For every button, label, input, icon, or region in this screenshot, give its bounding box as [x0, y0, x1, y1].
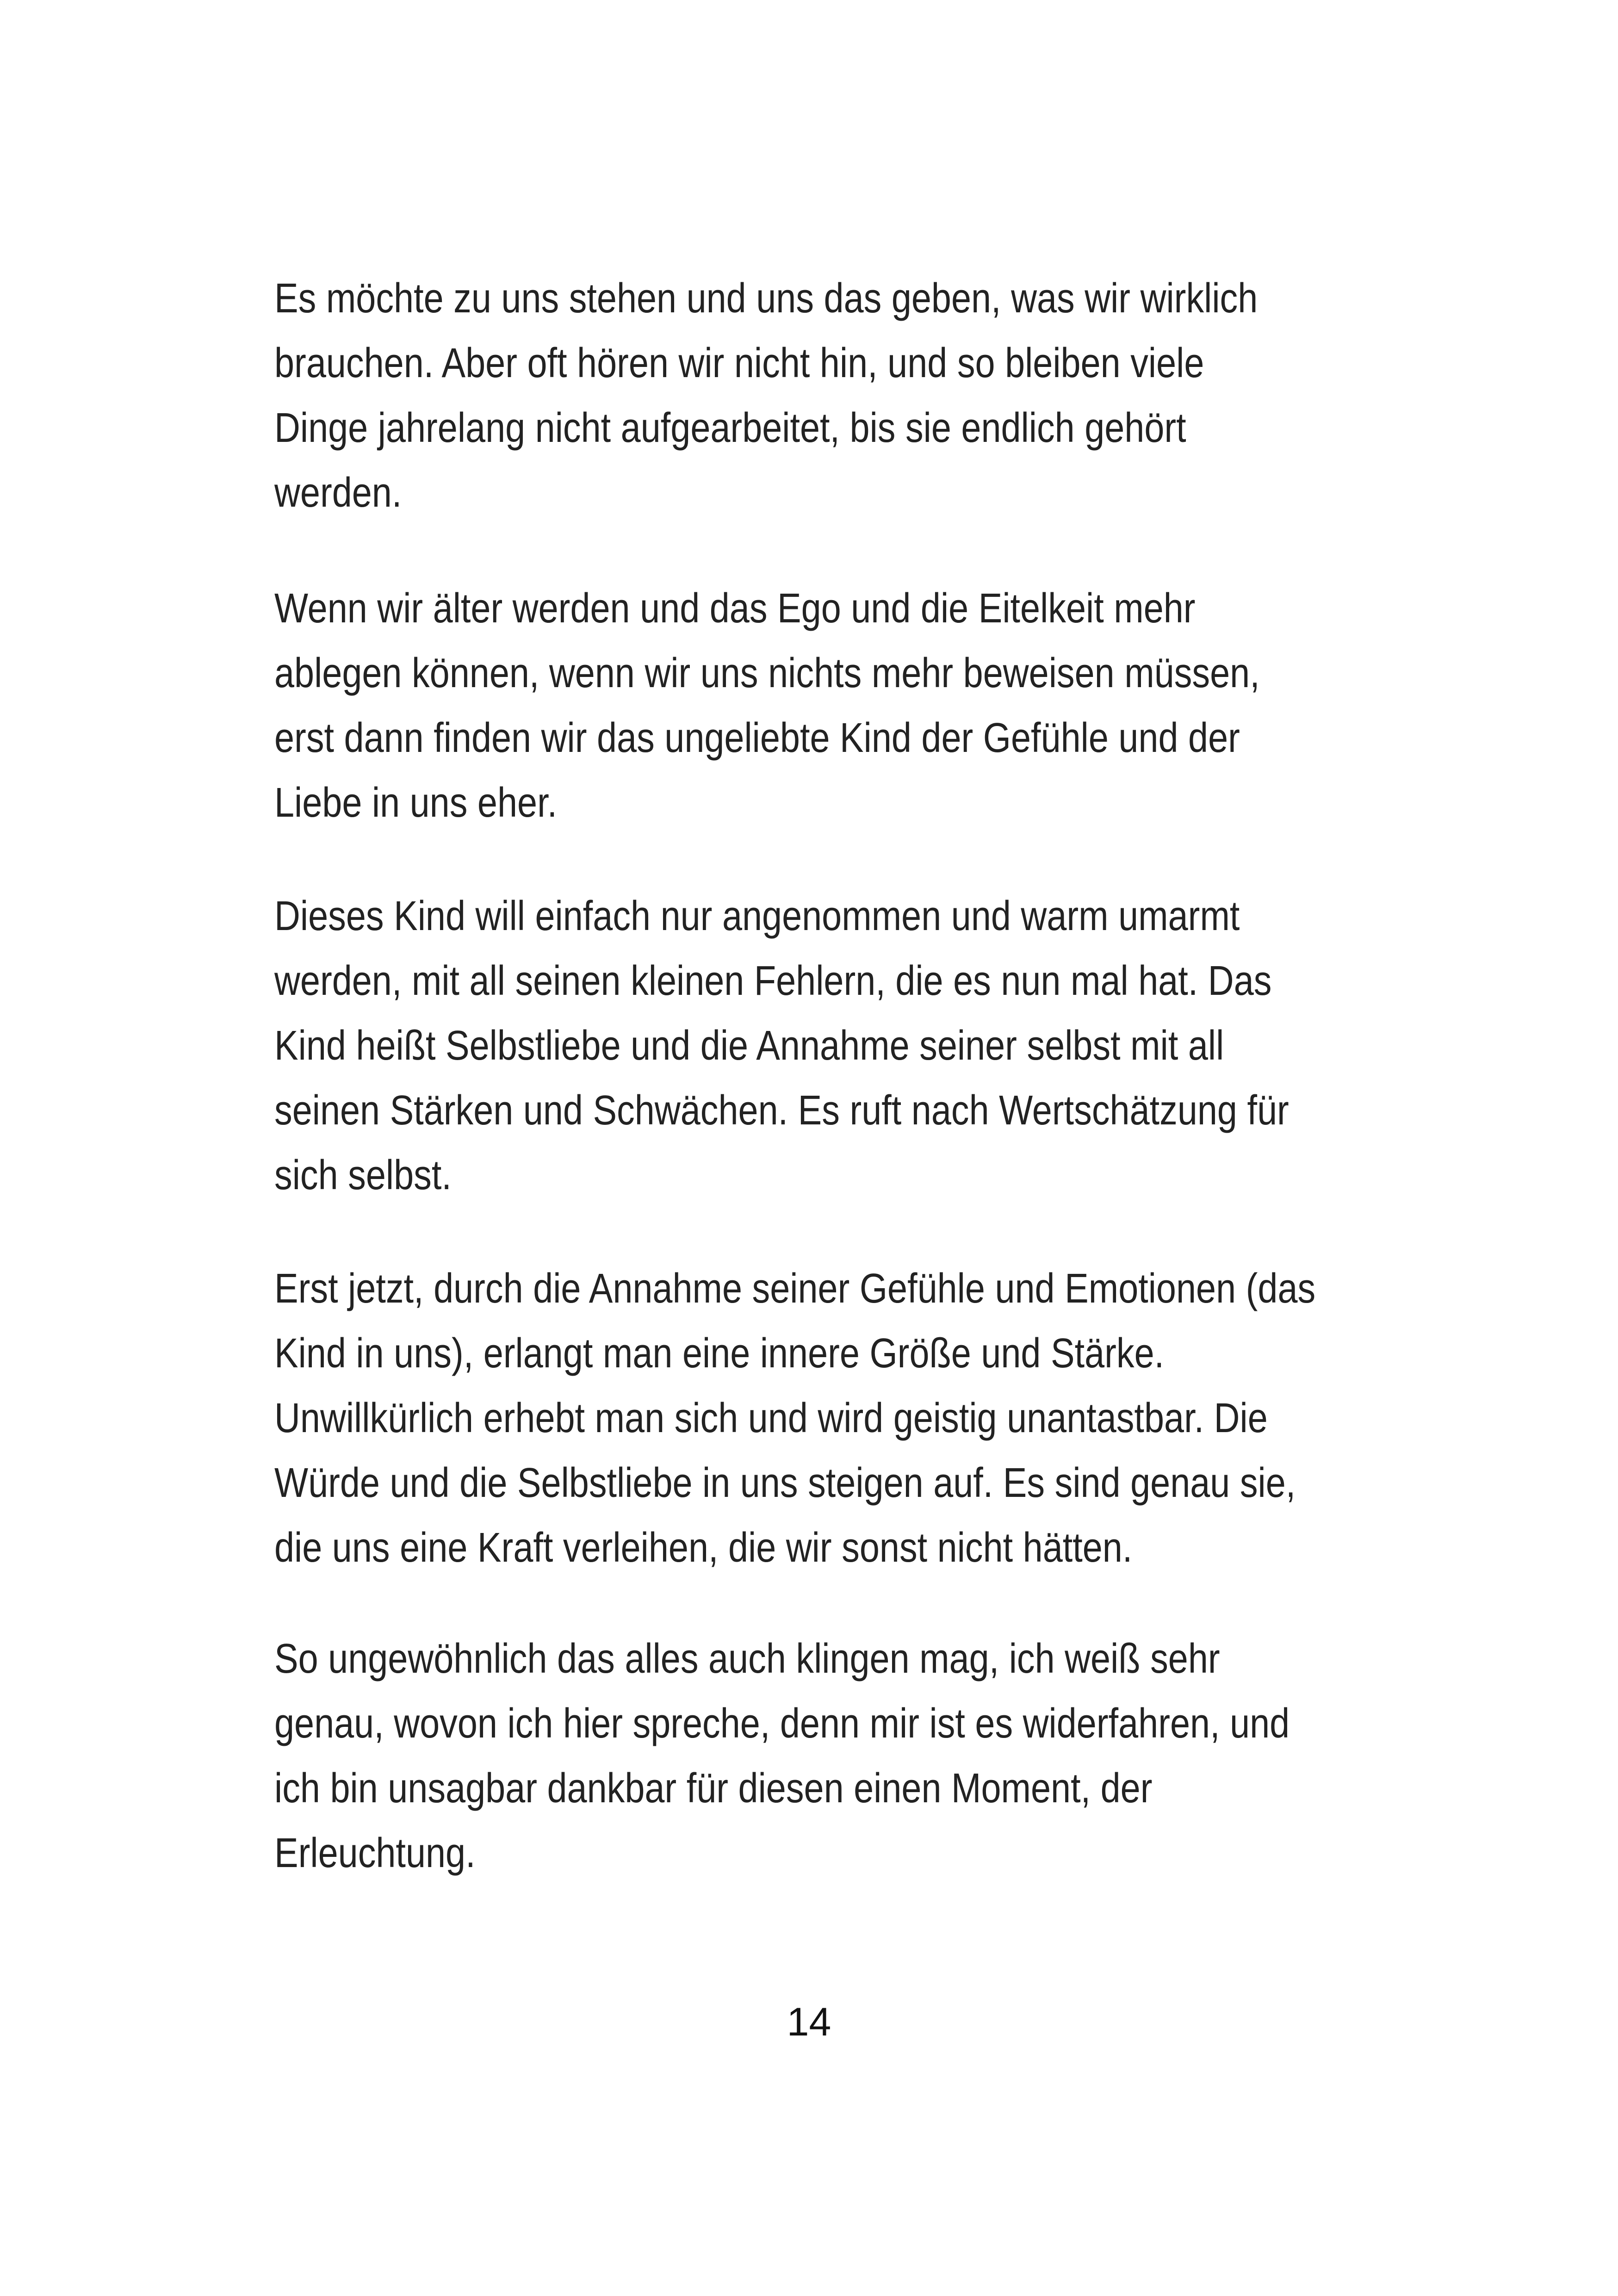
- text-line: brauchen. Aber oft hören wir nicht hin, und so bleiben viele: [274, 340, 1204, 386]
- text-line: Kind heißt Selbstliebe und die Annahme seiner selbst mit all: [274, 1023, 1224, 1069]
- paragraph-2: [274, 576, 1260, 835]
- paragraph-5: [274, 1626, 1290, 1886]
- text-line: ablegen können, wenn wir uns nichts mehr beweisen müssen,: [274, 650, 1260, 696]
- text-line: Würde und die Selbstliebe in uns steigen auf. Es sind genau sie,: [274, 1460, 1296, 1506]
- text-line: Kind in uns), erlangt man eine innere Größe und Stärke.: [274, 1330, 1165, 1377]
- text-line: Liebe in uns eher.: [274, 780, 558, 826]
- text-line: werden.: [274, 470, 402, 516]
- text-line: seinen Stärken und Schwächen. Es ruft nach Wertschätzung für: [274, 1087, 1289, 1134]
- text-line: Dieses Kind will einfach nur angenommen und warm umarmt: [274, 893, 1240, 939]
- text-line: So ungewöhnlich das alles auch klingen mag, ich weiß sehr: [274, 1636, 1220, 1682]
- text-line: werden, mit all seinen kleinen Fehlern, die es nun mal hat. Das: [274, 958, 1272, 1004]
- text-line: erst dann finden wir das ungeliebte Kind der Gefühle und der: [274, 715, 1240, 761]
- page-number: 14: [787, 2000, 831, 2044]
- text-line: Dinge jahrelang nicht aufgearbeitet, bis sie endlich gehört: [274, 405, 1186, 451]
- paragraph-1: [274, 266, 1258, 525]
- text-line: sich selbst.: [274, 1152, 452, 1198]
- text-line: ich bin unsagbar dankbar für diesen einen Moment, der: [274, 1765, 1153, 1812]
- text-line: Erleuchtung.: [274, 1830, 476, 1876]
- paragraph-3: [274, 884, 1289, 1208]
- text-line: Unwillkürlich erhebt man sich und wird geistig unantastbar. Die: [274, 1395, 1268, 1441]
- text-line: Es möchte zu uns stehen und uns das geben, was wir wirklich: [274, 275, 1258, 322]
- text-line: Wenn wir älter werden und das Ego und die Eitelkeit mehr: [274, 585, 1196, 632]
- text-line: die uns eine Kraft verleihen, die wir sonst nicht hätten.: [274, 1525, 1133, 1571]
- paragraph-4: [274, 1256, 1316, 1580]
- text-line: genau, wovon ich hier spreche, denn mir ist es widerfahren, und: [274, 1700, 1290, 1747]
- text-line: Erst jetzt, durch die Annahme seiner Gefühle und Emotionen (das: [274, 1266, 1316, 1312]
